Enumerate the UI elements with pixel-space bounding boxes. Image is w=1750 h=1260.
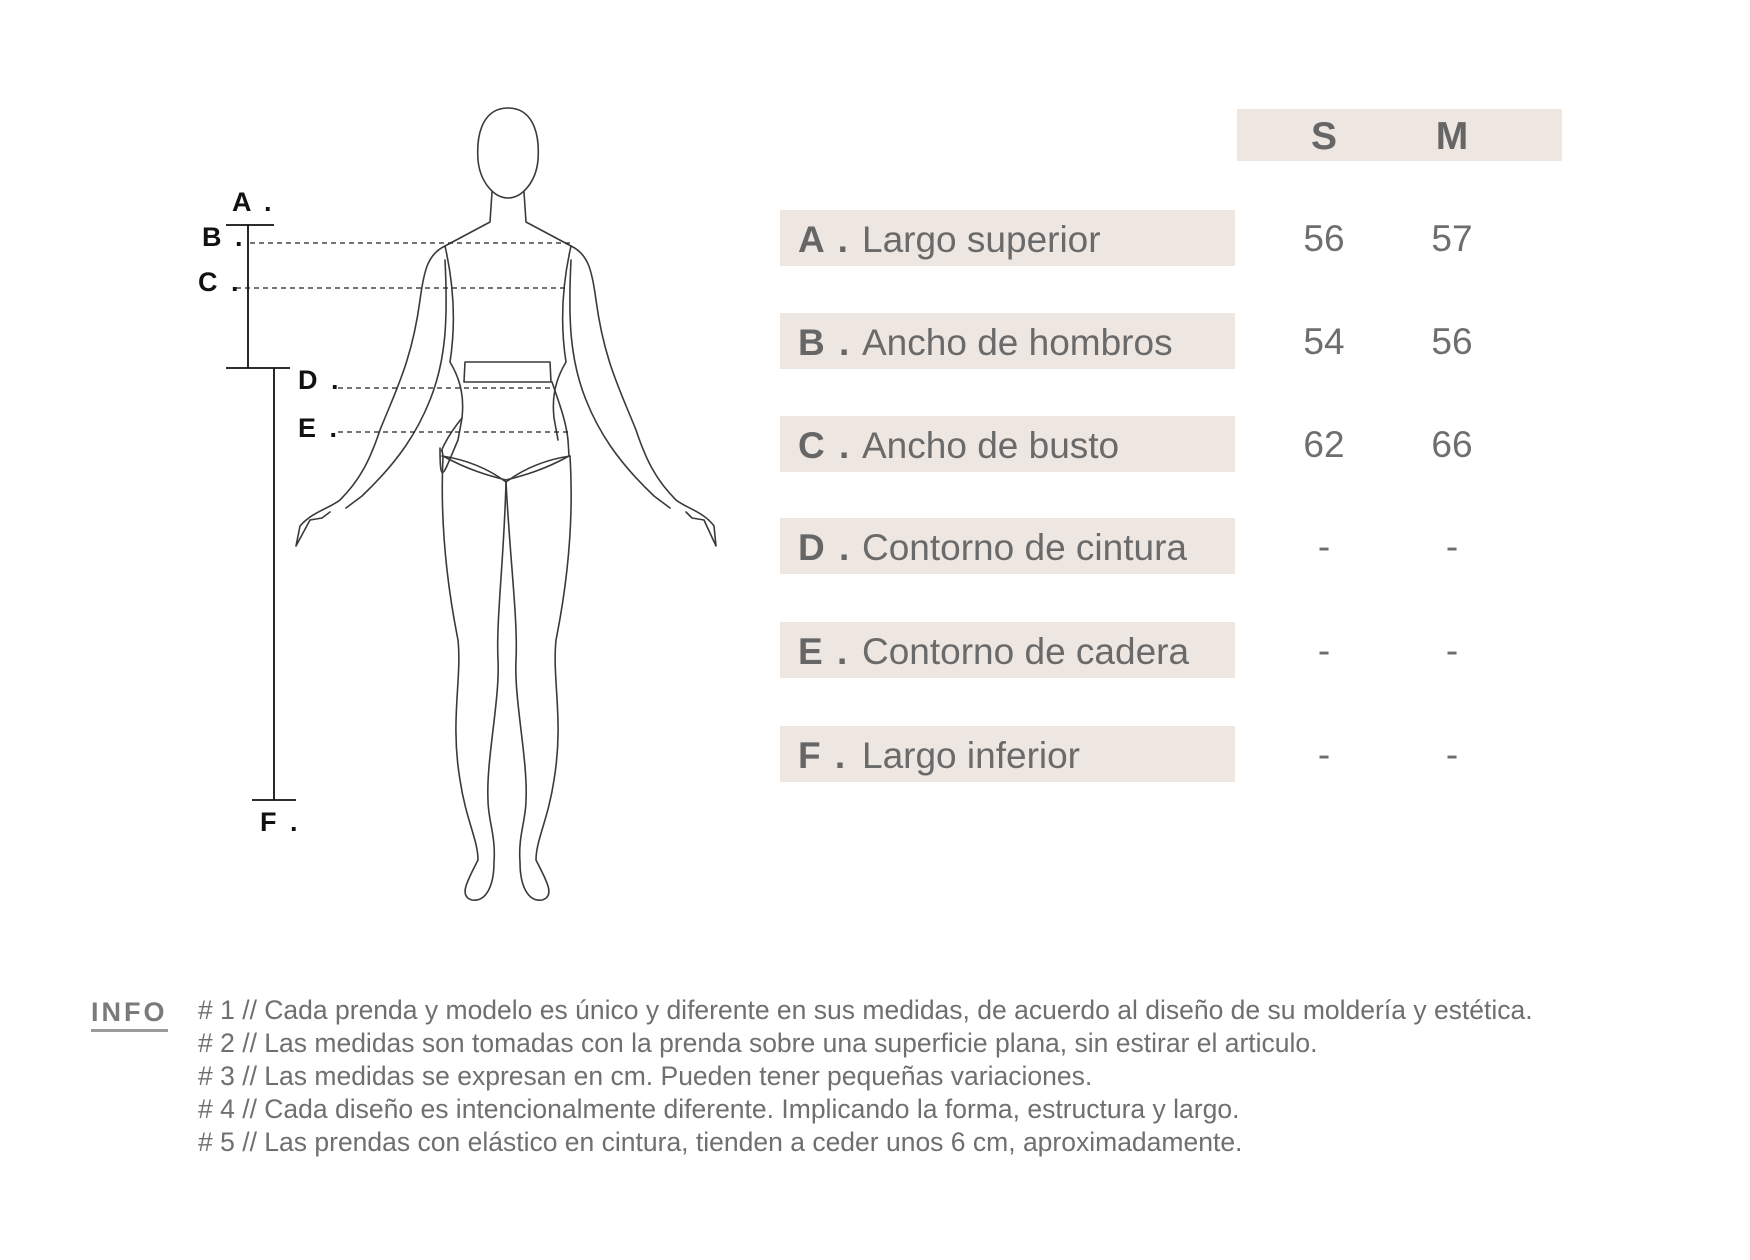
- info-note-3: # 3 // Las medidas se expresan en cm. Pueden tener pequeñas variaciones.: [198, 1061, 1093, 1091]
- value-s: -: [1317, 526, 1331, 567]
- row-letter: C .: [798, 425, 852, 466]
- value-m: 66: [1431, 424, 1473, 465]
- row-label-e: [780, 622, 1235, 678]
- row-letter: A .: [798, 219, 850, 260]
- mannequin-figure: [0, 0, 760, 930]
- row-label-f: [780, 726, 1235, 782]
- row-label-d: [780, 518, 1235, 574]
- info-note-1: # 1 // Cada prenda y modelo es único y diferente en sus medidas, de acuerdo al diseño de su moldería y estética.: [198, 995, 1533, 1025]
- value-m: -: [1445, 630, 1459, 671]
- row-letter: D .: [798, 527, 852, 568]
- row-name: Contorno de cadera: [862, 631, 1190, 672]
- row-name: Largo inferior: [862, 735, 1081, 776]
- info-label: INFO: [91, 998, 168, 1032]
- info-note-2: # 2 // Las medidas son tomadas con la prenda sobre una superficie plana, sin estirar el articulo.: [198, 1028, 1318, 1058]
- size-header: [1237, 109, 1562, 161]
- size-m-header: M: [1435, 115, 1469, 158]
- value-m: 57: [1431, 218, 1473, 259]
- row-name: Largo superior: [862, 219, 1101, 260]
- value-m: 56: [1431, 321, 1473, 362]
- row-letter: F .: [798, 735, 848, 776]
- row-name: Ancho de busto: [862, 425, 1120, 466]
- row-name: Contorno de cintura: [862, 527, 1187, 568]
- row-label-c: [780, 416, 1235, 472]
- figure-label-c: C .: [198, 267, 242, 297]
- figure-label-d: D .: [298, 365, 342, 395]
- row-label-b: [780, 313, 1235, 369]
- value-m: -: [1445, 734, 1459, 775]
- row-label-a: [780, 210, 1235, 266]
- value-s: 56: [1303, 218, 1345, 259]
- value-s: -: [1317, 734, 1331, 775]
- value-m: -: [1445, 526, 1459, 567]
- figure-label-a: A .: [232, 187, 275, 217]
- value-s: -: [1317, 630, 1331, 671]
- row-letter: E .: [798, 631, 850, 672]
- row-name: Ancho de hombros: [862, 322, 1173, 363]
- size-s-header: S: [1310, 115, 1337, 158]
- value-s: 62: [1303, 424, 1345, 465]
- info-note-4: # 4 // Cada diseño es intencionalmente diferente. Implicando la forma, estructura y largo.: [198, 1094, 1240, 1124]
- value-s: 54: [1303, 321, 1345, 362]
- info-note-5: # 5 // Las prendas con elástico en cintura, tienden a ceder unos 6 cm, aproximadamente.: [198, 1127, 1243, 1157]
- figure-label-e: E .: [298, 413, 341, 443]
- figure-label-b: B .: [202, 222, 246, 252]
- figure-label-f: F .: [260, 807, 301, 837]
- row-letter: B .: [798, 322, 852, 363]
